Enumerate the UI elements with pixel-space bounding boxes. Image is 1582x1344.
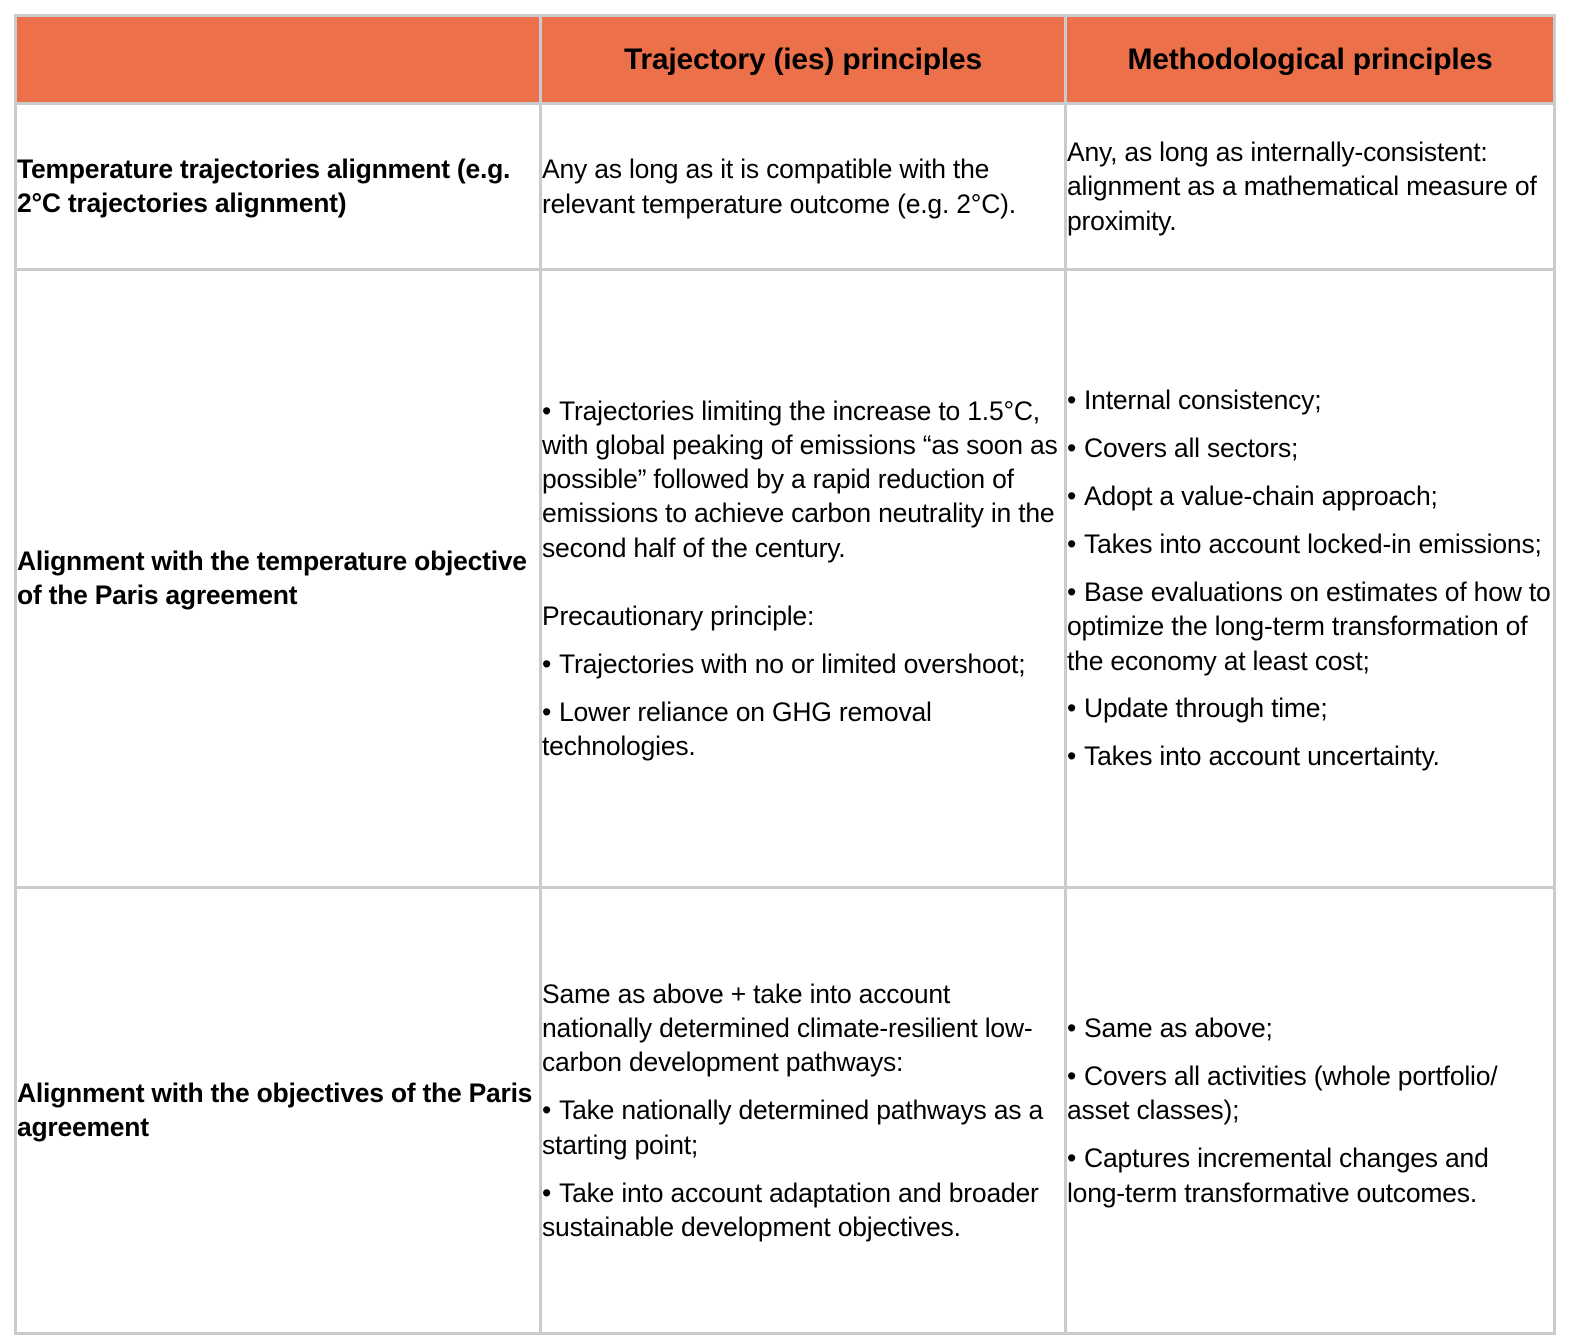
bullet-text: Lower reliance on GHG removal technologies. [542, 696, 932, 761]
bullet-dot-icon: • [1067, 433, 1077, 464]
bullet-item [1067, 1141, 1553, 1209]
cell-methodological-row1 [1066, 104, 1555, 270]
bullet-text: Take nationally determined pathways as a starting point; [542, 1095, 1044, 1160]
cell-trajectory-row2 [541, 270, 1066, 888]
bullet-item [1067, 1011, 1553, 1045]
header-cell-trajectory-principles: Trajectory (ies) principles [541, 16, 1066, 104]
row-label-alignment-objectives-paris: Alignment with the objectives of the Paris agreement [16, 888, 541, 1334]
bullet-text: Update through time; [1084, 693, 1328, 724]
bullet-text: Covers all activities (whole portfolio/ asset classes); [1067, 1061, 1498, 1126]
bullet-dot-icon: • [1067, 577, 1077, 608]
principles-table [14, 14, 1556, 1335]
bullet-text: Takes into account uncertainty. [1084, 741, 1440, 772]
bullet-item [1067, 527, 1553, 561]
bullet-dot-icon: • [1067, 481, 1077, 512]
header-cell-methodological-principles: Methodological principles [1066, 16, 1555, 104]
bullet-text: Captures incremental changes and long-term transformative outcomes. [1067, 1143, 1489, 1208]
bullet-dot-icon: • [1067, 1013, 1077, 1044]
bullet-item [1067, 575, 1553, 678]
bullet-dot-icon: • [1067, 1143, 1077, 1174]
bullet-dot-icon: • [542, 1095, 552, 1126]
bullet-dot-icon: • [1067, 1061, 1077, 1092]
bullet-dot-icon: • [1067, 529, 1077, 560]
header-row [16, 16, 1555, 104]
bullet-item [542, 1176, 1064, 1244]
bullet-text: Takes into account locked-in emissions; [1084, 529, 1542, 560]
table-row [16, 104, 1555, 270]
paragraph: Any as long as it is compatible with the relevant temperature outcome (e.g. 2°C). [542, 154, 1016, 219]
cell-methodological-row3 [1066, 888, 1555, 1334]
bullet-dot-icon: • [1067, 693, 1077, 724]
row-label-alignment-temperature-objective: Alignment with the temperature objective of the Paris agreement [16, 270, 541, 888]
bullet-text: Adopt a value-chain approach; [1084, 481, 1438, 512]
bullet-dot-icon: • [542, 696, 552, 727]
row-label-temperature-trajectories-alignment: Temperature trajectories alignment (e.g. 2°C trajectories alignment) [16, 104, 541, 270]
bullet-item [1067, 479, 1553, 513]
cell-methodological-row2 [1066, 270, 1555, 888]
table-row [16, 270, 1555, 888]
bullet-item [1067, 739, 1553, 773]
bullet-text: Internal consistency; [1084, 385, 1322, 416]
cell-trajectory-row1 [541, 104, 1066, 270]
bullet-text: Base evaluations on estimates of how to optimize the long-term transformation of the economy at least cost; [1067, 577, 1551, 676]
paragraph: Precautionary principle: [542, 600, 815, 631]
bullet-item [542, 1093, 1064, 1161]
bullet-dot-icon: • [1067, 741, 1077, 772]
cell-trajectory-row3 [541, 888, 1066, 1334]
bullet-text: Same as above; [1084, 1013, 1273, 1044]
table-row [16, 888, 1555, 1334]
bullet-text: Take into account adaptation and broader sustainable development objectives. [542, 1177, 1039, 1242]
bullet-dot-icon: • [542, 1177, 552, 1208]
bullet-item [542, 647, 1064, 681]
bullet-item [1067, 691, 1553, 725]
bullet-text: Trajectories limiting the increase to 1.5°C, with global peaking of emissions “as soon as possible” followed by a rapid reduction of emissions to achieve carbon neutrality in the second half of the century. [542, 395, 1058, 563]
table-body [16, 104, 1555, 1334]
paragraph: Same as above + take into account nationally determined climate-resilient low-carbon development pathways: [542, 979, 1033, 1078]
bullet-item [542, 695, 1064, 763]
bullet-item [1067, 1059, 1553, 1127]
bullet-item [1067, 431, 1553, 465]
bullet-dot-icon: • [1067, 385, 1077, 416]
bullet-text: Covers all sectors; [1084, 433, 1299, 464]
header-cell-corner [16, 16, 541, 104]
bullet-text: Trajectories with no or limited overshoot; [559, 648, 1026, 679]
bullet-dot-icon: • [542, 395, 552, 426]
table-header [16, 16, 1555, 104]
text-spacer [542, 565, 1064, 599]
paragraph: Any, as long as internally-consistent: alignment as a mathematical measure of proximity. [1067, 137, 1537, 236]
bullet-item [542, 394, 1064, 565]
bullet-item [1067, 383, 1553, 417]
bullet-dot-icon: • [542, 648, 552, 679]
